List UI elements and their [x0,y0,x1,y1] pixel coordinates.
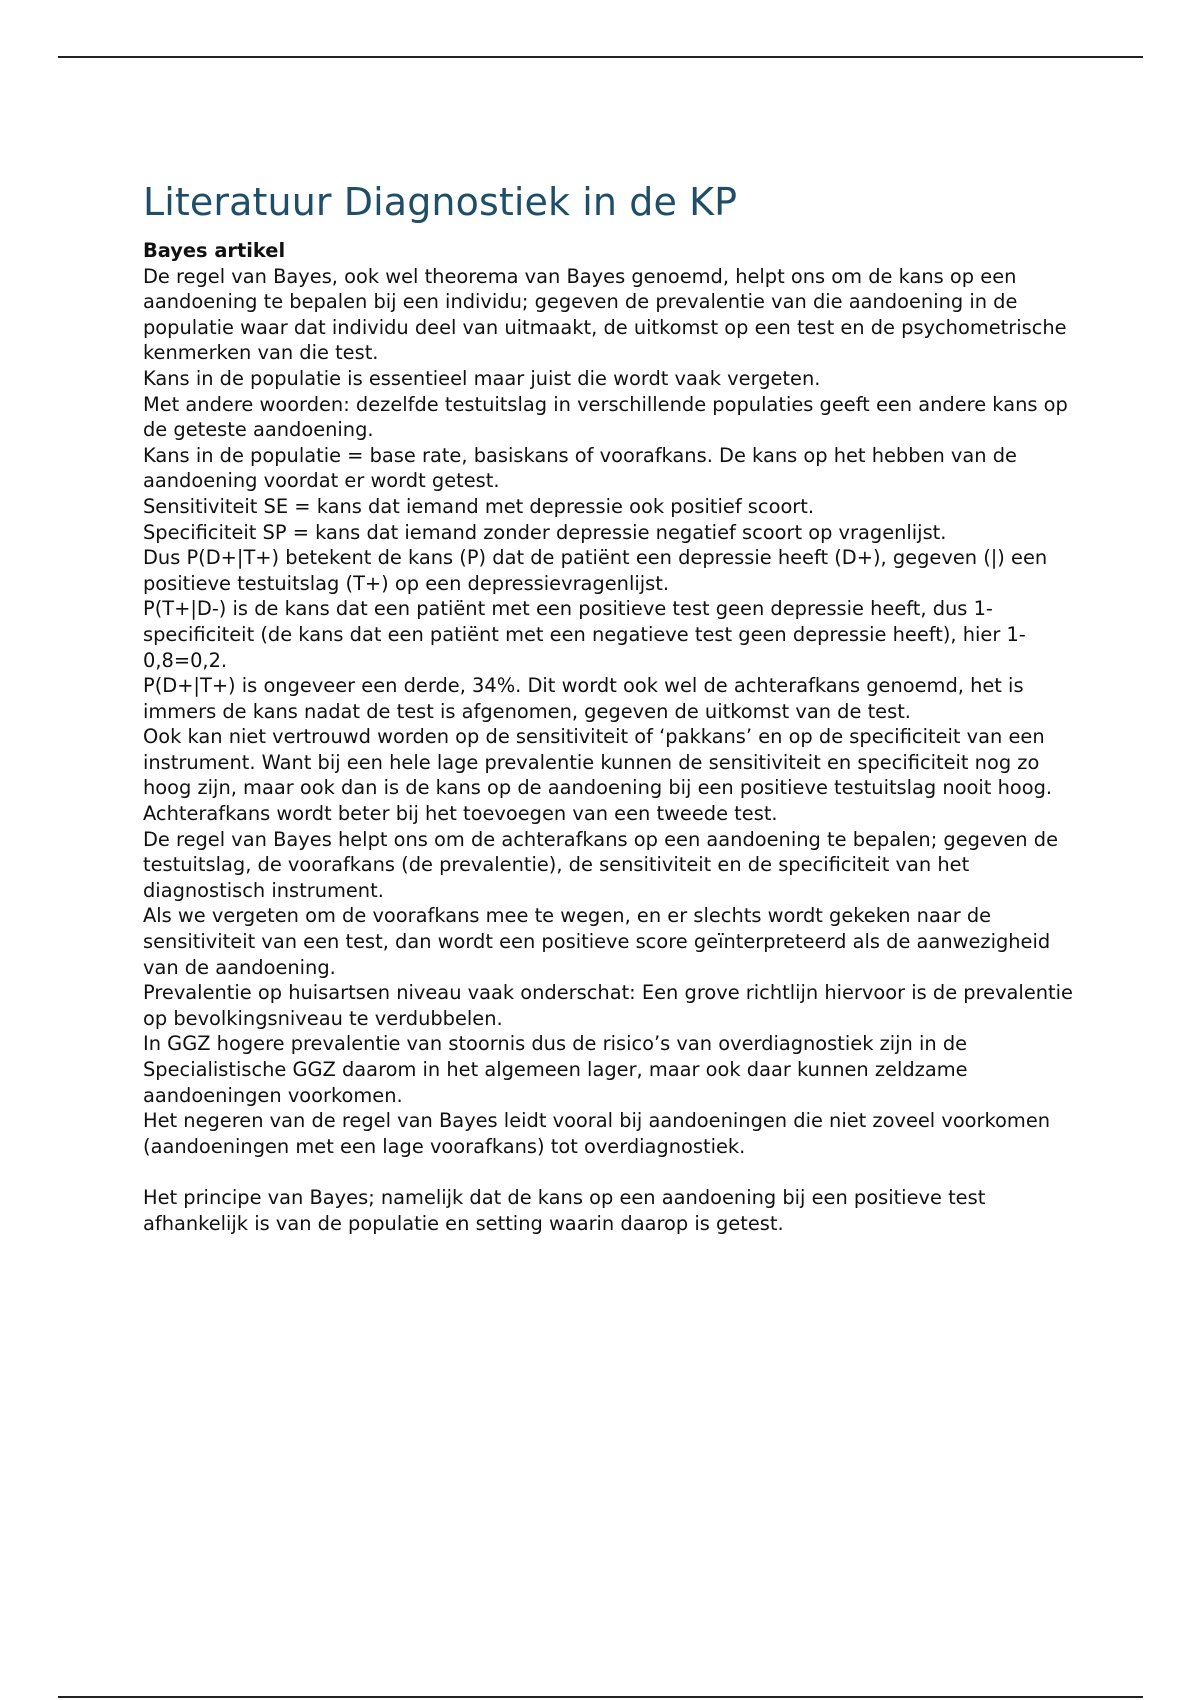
paragraph-other-words: Met andere woorden: dezelfde testuitslag in verschillende populaties geeft een andere kans op de geteste aandoening. [143,392,1068,442]
document-title: Literatuur Diagnostiek in de KP [143,180,738,224]
paragraph-sensitivity: Sensitiviteit SE = kans dat iemand met depressie ook positief scoort. [143,494,815,518]
paragraph-base-rate: Kans in de populatie = base rate, basiskans of voorafkans. De kans op het hebben van de aandoening voordat er wordt getest. [143,443,1017,493]
paragraph-bayes-principle: Het principe van Bayes; namelijk dat de kans op een aandoening bij een positieve test afhankelijk is van de populatie en setting waarin daarop is getest. [143,1185,986,1235]
paragraph-overdiagnosis: Het negeren van de regel van Bayes leidt vooral bij aandoeningen die niet zoveel voorkomen (aandoeningen met een lage voorafkans) tot overdiagnostiek. [143,1109,1051,1158]
paragraph-p-t-given-not-d: P(T+|D-) is de kans dat een patiënt met een positieve test geen depressie heeft, dus 1-specificiteit (de kans dat een patiënt met een negatieve test geen depressie heeft), hier 1-0,8=0,2. [143,597,1026,672]
paragraph-p-d-given-t: Dus P(D+|T+) betekent de kans (P) dat de patiënt een depressie heeft (D+), gegeven (|) een positieve testuitslag (T+) op een depressievragenlijst. [143,546,1048,595]
document-body [143,176,1078,1236]
paragraph-ggz: In GGZ hogere prevalentie van stoornis dus de risico’s van overdiagnostiek zijn in de Specialistische GGZ daarom in het algemeen lager, maar ook daar kunnen zeldzame aandoeningen voorkomen. [143,1032,968,1107]
paragraph-second-test: Achterafkans wordt beter bij het toevoegen van een tweede test. [143,802,778,826]
paragraph-spacer [143,1159,1078,1185]
paragraph-bayes-helps: De regel van Bayes helpt ons om de achterafkans op een aandoening te bepalen; gegeven de testuitslag, de voorafkans (de prevalentie), de sensitiviteit en de specificiteit van het diagnostisch instrument. [143,827,1058,902]
paragraph-specificity: Specificiteit SP = kans dat iemand zonder depressie negatief scoort op vragenlijst. [143,520,947,544]
footer-rule [58,1696,1143,1698]
paragraph-population-chance: Kans in de populatie is essentieel maar juist die wordt vaak vergeten. [143,366,821,390]
paragraph-trust-sensitivity: Ook kan niet vertrouwd worden op de sensitiviteit of ‘pakkans’ en op de specificiteit van een instrument. Want bij een hele lage prevalentie kunnen de sensitiviteit en specificiteit nog zo hoog zijn, maar ook dan is de kans op de aandoening bij een positieve testuitslag nooit hoog. [143,725,1053,800]
paragraph-posterior: P(D+|T+) is ongeveer een derde, 34%. Dit wordt ook wel de achterafkans genoemd, het is immers de kans nadat de test is afgenomen, gegeven de uitkomst van de test. [143,674,1024,723]
header-rule [58,56,1143,58]
paragraph-gp-prevalence: Prevalentie op huisartsen niveau vaak onderschat: Een grove richtlijn hiervoor is de prevalentie op bevolkingsniveau te verdubbelen. [143,981,1073,1030]
paragraph-bayes-rule: De regel van Bayes, ook wel theorema van Bayes genoemd, helpt ons om de kans op een aandoening te bepalen bij een individu; gegeven de prevalentie van die aandoening in de populatie waar dat individu deel van uitmaakt, de uitkomst op een test en de psychometrische kenmerken van die test. [143,264,1067,365]
paragraph-forget-prior: Als we vergeten om de voorafkans mee te wegen, en er slechts wordt gekeken naar de sensitiviteit van een test, dan wordt een positieve score geïnterpreteerd als de aanwezigheid van de aandoening. [143,904,1051,979]
section-heading: Bayes artikel [143,239,286,262]
